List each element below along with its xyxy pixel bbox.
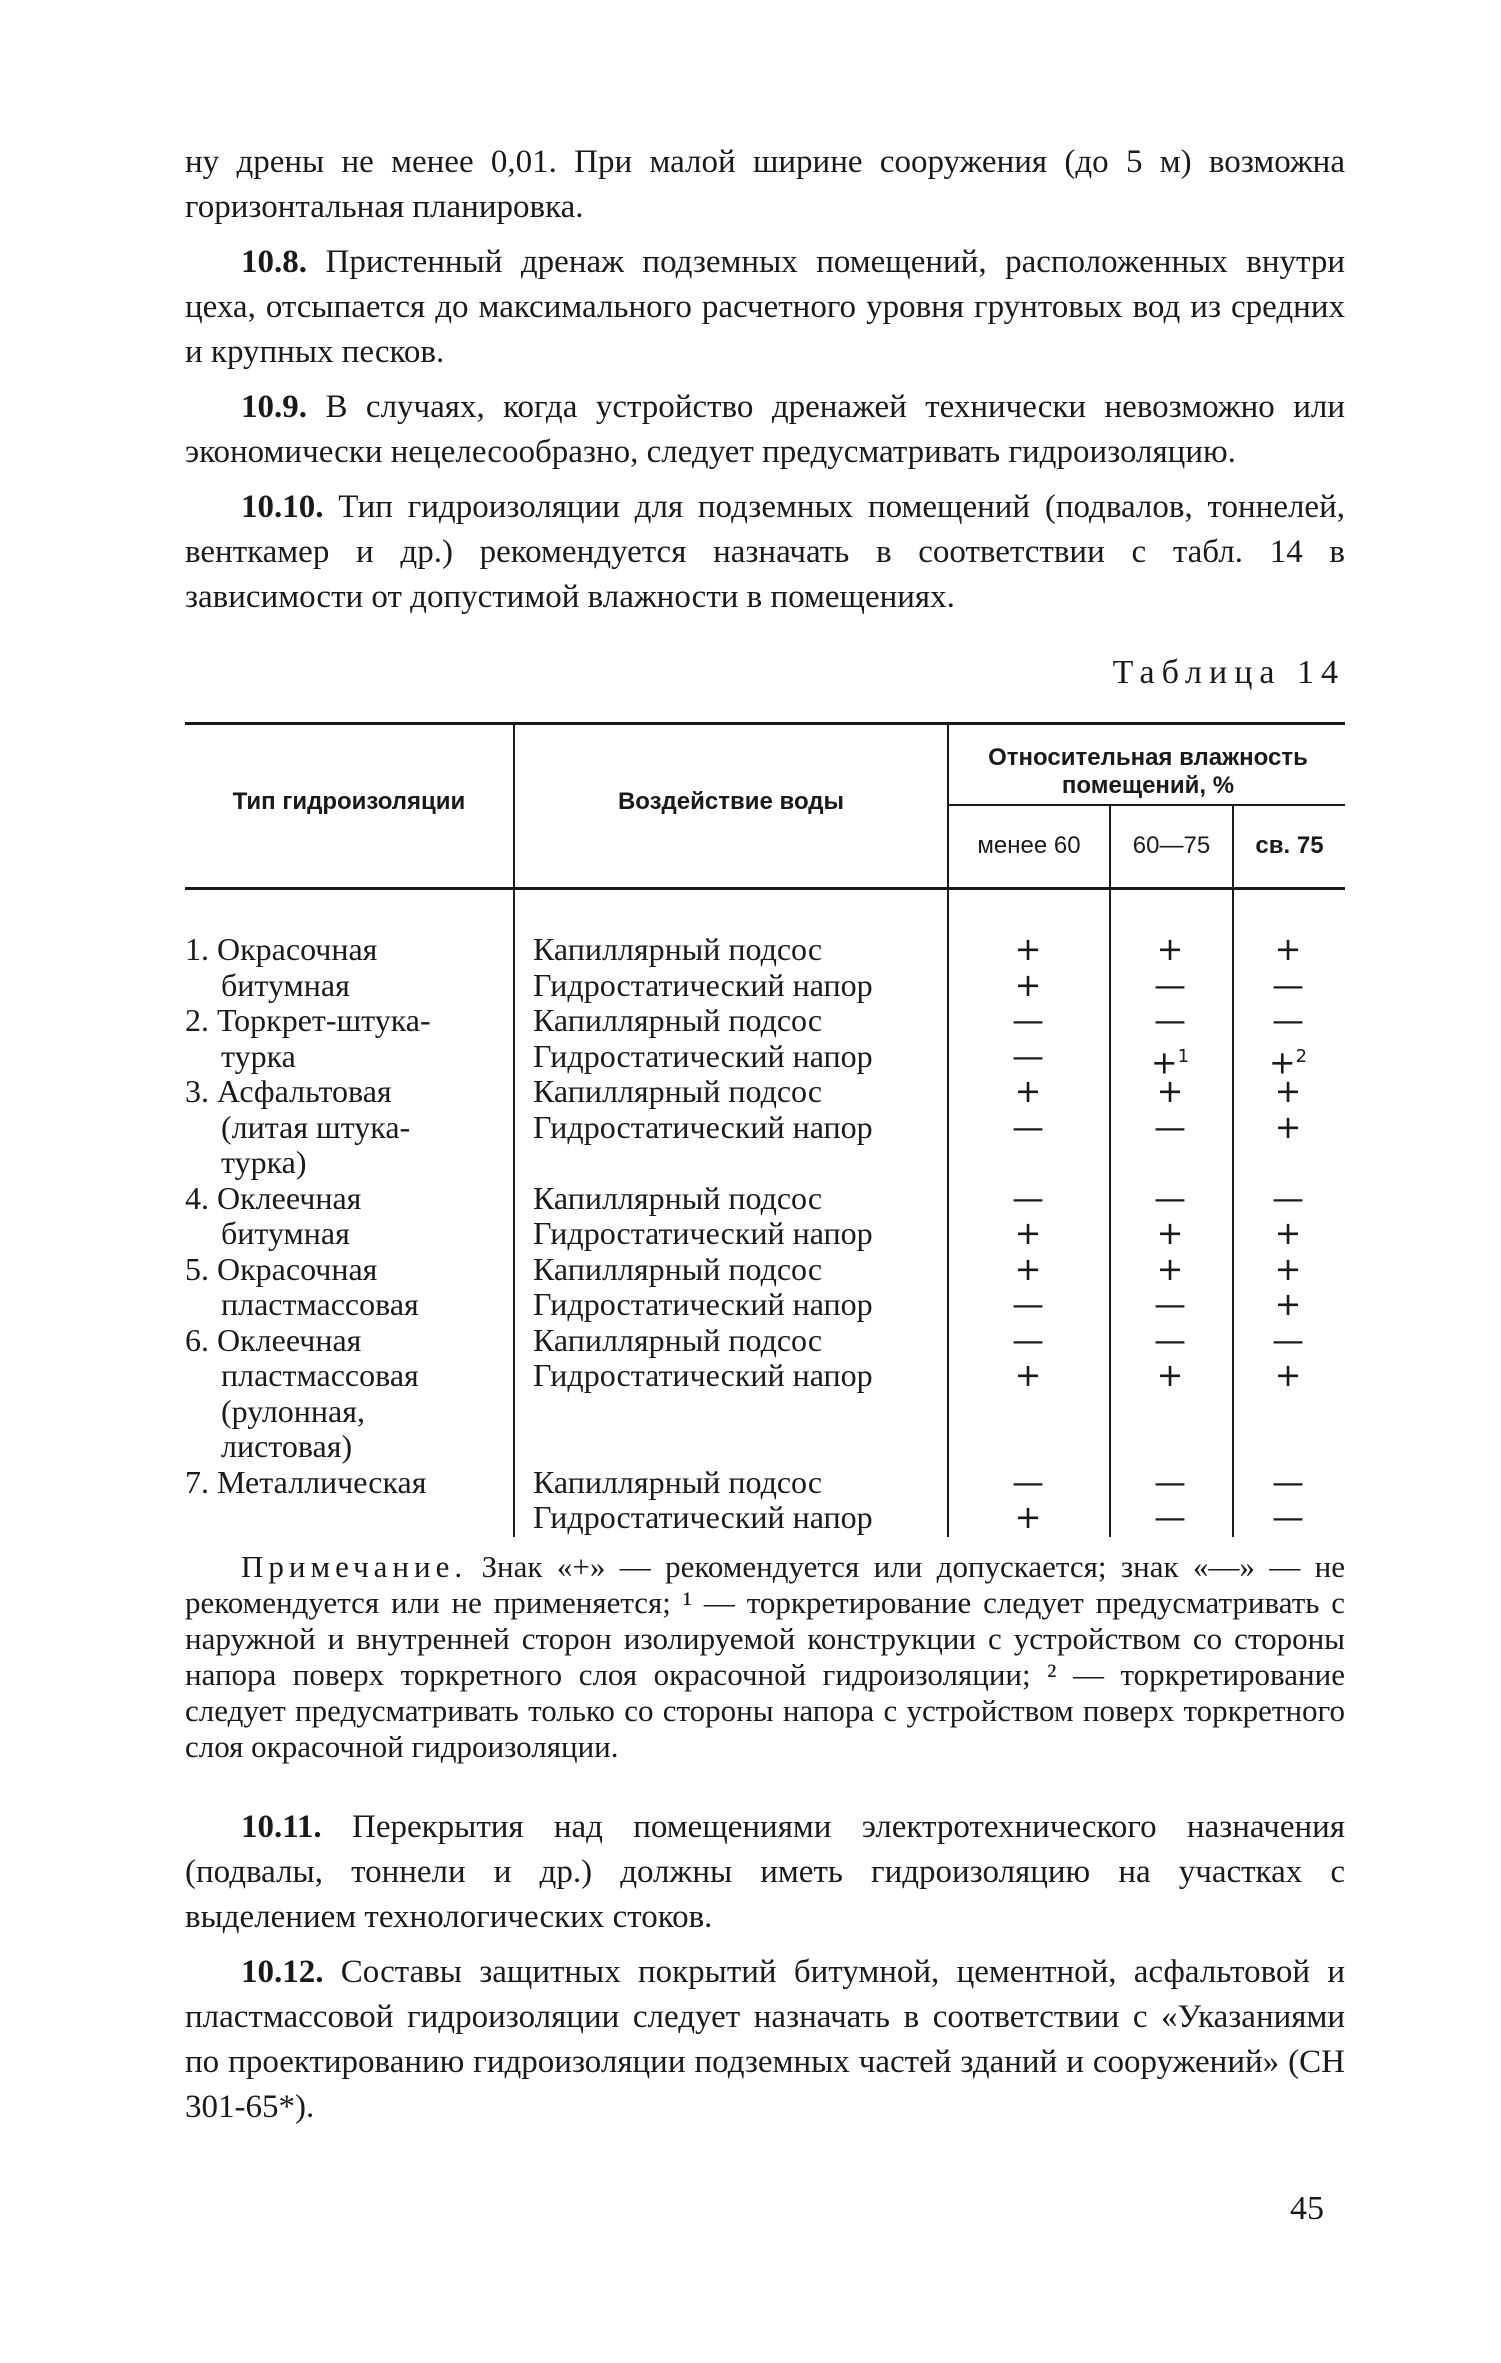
table-mark-symbol: — xyxy=(1154,1107,1186,1146)
type-line: 6. Оклеечная xyxy=(185,1321,362,1358)
header-type: Тип гидроизоляции xyxy=(232,788,466,815)
water-effect-line xyxy=(533,1394,953,1430)
water-effect-line: Капиллярный подсос xyxy=(533,1179,823,1216)
page-content xyxy=(185,140,1345,2140)
table-mark-symbol: — xyxy=(1272,1498,1304,1536)
table-mark xyxy=(1140,1216,1200,1252)
water-effect-line: Капиллярный подсос xyxy=(533,931,823,967)
table-mark-symbol: + xyxy=(1274,1107,1302,1146)
table-mark xyxy=(998,1074,1058,1110)
type-line: 3. Асфальтовая xyxy=(185,1073,392,1109)
water-effect-line: Гидростатический напор xyxy=(533,1108,873,1145)
table-mark-symbol: — xyxy=(1154,1320,1186,1359)
table-mark xyxy=(1140,1178,1200,1217)
type-line: турка) xyxy=(221,1144,307,1180)
note-text: Знак «+» — рекомендуется или допускается; знак «—» — не рекомендуется или не применяется; ¹ — торкретирование следует предусматривать с наружной и внутренней сторон изолируемой конструкции с устройством со стороны напора поверх торкретного слоя окрасочной гидроизоляции; ² — торкретирование следует предусматривать только со стороны напора с устройством поверх торкретного слоя окрасочной гидроизоляции. xyxy=(185,1549,1346,1764)
table-mark xyxy=(1140,1074,1200,1110)
table-mark xyxy=(1258,965,1318,1004)
clause-number: 10.10. xyxy=(241,489,324,525)
water-effect-line: Гидростатический напор xyxy=(533,1499,873,1535)
column-divider xyxy=(1109,806,1111,1537)
water-effect-line: Гидростатический напор xyxy=(533,1286,873,1322)
table-mark xyxy=(1258,1249,1318,1288)
table-mark xyxy=(998,1249,1058,1288)
table-mark xyxy=(1258,1358,1318,1394)
type-column xyxy=(185,932,485,1542)
table-mark-symbol: + xyxy=(1014,1214,1042,1252)
paragraph-10-9: 10.9. В случаях, когда устройство дренажей технически невозможно или экономически нецелесообразно, следует предусматривать гидроизоляцию. xyxy=(185,389,1346,470)
column-divider xyxy=(513,722,515,1537)
table-mark-symbol: + xyxy=(1014,1498,1042,1536)
table-mark-symbol: + xyxy=(1274,1072,1302,1110)
table-mark xyxy=(1258,1074,1318,1110)
note-label: Примечание. xyxy=(241,1549,468,1584)
table-mark-symbol: — xyxy=(1012,1036,1044,1075)
table-mark xyxy=(998,1287,1058,1323)
table-mark xyxy=(1258,932,1318,968)
type-line: пластмассовая xyxy=(221,1286,419,1322)
table-mark xyxy=(998,1036,1058,1075)
table-mark xyxy=(998,1107,1058,1146)
table-mark-symbol: + xyxy=(1274,1285,1302,1323)
table-mark-symbol: + xyxy=(1274,1249,1302,1288)
table-mark-symbol: + xyxy=(1156,1356,1184,1394)
clause-number: 10.11. xyxy=(241,1809,322,1845)
table-mark xyxy=(998,1462,1058,1501)
paragraph-continuation: ну дрены не менее 0,01. При малой ширине сооружения (до 5 м) возможна горизонтальная планировка. xyxy=(185,144,1345,225)
water-column xyxy=(533,932,953,1536)
paragraph-10-12: 10.12. Составы защитных покрытий битумной, цементной, асфальтовой и пластмассовой гидроизоляции следует назначать в соответствии с «Указаниями по проектированию гидроизоляции подземных частей зданий и сооружений» (СН 301-65*). xyxy=(185,1954,1346,2125)
table-mark-symbol: + xyxy=(1274,930,1302,968)
table-mark xyxy=(1140,1249,1200,1288)
table-note xyxy=(185,1549,1345,1765)
table-mark xyxy=(998,1003,1058,1039)
table-mark xyxy=(1140,932,1200,968)
table-mark xyxy=(998,965,1058,1004)
table-mark xyxy=(1140,1107,1200,1146)
table-mark-symbol: — xyxy=(1154,1498,1186,1536)
table-mark xyxy=(1258,1216,1318,1252)
table-mark-symbol: — xyxy=(1012,1107,1044,1146)
type-line: 1. Окрасочная xyxy=(185,931,378,967)
water-effect-line: Гидростатический напор xyxy=(533,1215,873,1251)
table-mark-symbol: + xyxy=(1014,930,1042,968)
clause-number: 10.8. xyxy=(241,244,307,280)
table-mark xyxy=(1140,1320,1200,1359)
table-mark xyxy=(998,1500,1058,1536)
water-effect-line: Капиллярный подсос xyxy=(533,1073,823,1109)
table-mark-symbol: — xyxy=(1012,1285,1044,1323)
table-mark-symbol: + xyxy=(1156,930,1184,968)
type-line: 7. Металлическая xyxy=(185,1463,427,1500)
table-mark-symbol: + xyxy=(1014,1356,1042,1394)
table-mark xyxy=(1258,1003,1318,1039)
type-line: пластмассовая xyxy=(221,1357,419,1393)
table-mark-symbol: + xyxy=(1268,1043,1296,1082)
table-mark xyxy=(1258,1107,1318,1146)
table-mark xyxy=(1140,1287,1200,1323)
type-line: битумная xyxy=(221,966,350,1003)
type-line: 4. Оклеечная xyxy=(185,1179,362,1216)
table-mark-symbol: — xyxy=(1154,1001,1186,1039)
header-sub-60-75: 60—75 xyxy=(1132,832,1211,859)
table-mark-symbol: — xyxy=(1272,1178,1304,1217)
table-mark-symbol: — xyxy=(1154,1285,1186,1323)
table-mark xyxy=(1258,1462,1318,1501)
table-mark-symbol: — xyxy=(1272,1462,1304,1501)
table-mark-symbol: — xyxy=(1012,1320,1044,1359)
table-mark xyxy=(998,932,1058,968)
table-mark-symbol: + xyxy=(1274,1356,1302,1394)
table-mark xyxy=(998,1320,1058,1359)
table-mark-symbol: + xyxy=(1014,965,1042,1004)
page-number: 45 xyxy=(1290,2190,1324,2227)
table-mark-symbol: — xyxy=(1154,1178,1186,1217)
clause-number: 10.9. xyxy=(241,389,307,425)
table-mark xyxy=(1140,1500,1200,1536)
water-effect-line xyxy=(533,1145,953,1181)
table-mark-symbol: — xyxy=(1272,1320,1304,1359)
table-top-rule xyxy=(185,722,1345,725)
water-effect-line: Гидростатический напор xyxy=(533,966,873,1003)
header-sub-less-60: менее 60 xyxy=(977,832,1081,859)
table-mark xyxy=(998,1178,1058,1217)
type-line: листовая) xyxy=(221,1428,353,1464)
table-mark xyxy=(1258,1320,1318,1359)
header-humidity: Относительная влажность помещений, % xyxy=(988,744,1308,799)
header-sub-over-75: св. 75 xyxy=(1255,832,1324,859)
water-effect-line: Капиллярный подсос xyxy=(533,1002,823,1038)
type-line: (литая штука- xyxy=(221,1108,411,1145)
table-mark-symbol: + xyxy=(1156,1072,1184,1110)
table-mark xyxy=(998,1358,1058,1394)
water-effect-line xyxy=(533,1429,953,1465)
table-mark xyxy=(1258,1287,1318,1323)
water-effect-line: Капиллярный подсос xyxy=(533,1250,823,1287)
type-line: 5. Окрасочная xyxy=(185,1250,378,1287)
paragraph-10-10: 10.10. Тип гидроизоляции для подземных помещений (подвалов, тоннелей, венткамер и др.) рекомендуется назначать в соответствии с табл. 14 в зависимости от допустимой влажности в помещениях. xyxy=(185,489,1345,615)
table-mark-symbol: — xyxy=(1012,1462,1044,1501)
table-mark xyxy=(1140,1003,1200,1039)
footnote-marker: 1 xyxy=(1177,1045,1190,1067)
table-mark-symbol: — xyxy=(1272,1001,1304,1039)
table-mark-symbol: + xyxy=(1014,1072,1042,1110)
type-line: битумная xyxy=(221,1215,350,1251)
subheader-rule xyxy=(947,804,1345,806)
paragraph-10-11: 10.11. Перекрытия над помещениями электротехнического назначения (подвалы, тоннели и др.) должны иметь гидроизоляцию на участках с выделением технологических стоков. xyxy=(185,1809,1345,1935)
table-mark-symbol: — xyxy=(1154,1462,1186,1501)
waterproofing-table xyxy=(185,722,1345,1537)
table-mark xyxy=(998,1216,1058,1252)
type-line: 2. Торкрет-штука- xyxy=(185,1002,431,1038)
water-effect-line: Гидростатический напор xyxy=(533,1037,873,1074)
footnote-marker: 2 xyxy=(1295,1045,1308,1067)
table-caption: Таблица 14 xyxy=(1112,654,1345,691)
table-mark xyxy=(1140,1358,1200,1394)
table-mark-symbol: + xyxy=(1014,1249,1042,1288)
paragraph-10-8: 10.8. Пристенный дренаж подземных помещений, расположенных внутри цеха, отсыпается до максимального расчетного уровня грунтовых вод из средних и крупных песков. xyxy=(185,244,1346,370)
table-mark-symbol: + xyxy=(1156,1214,1184,1252)
table-mark xyxy=(1258,1500,1318,1536)
table-mark-symbol: + xyxy=(1150,1043,1178,1082)
table-mark-symbol: — xyxy=(1012,1178,1044,1217)
table-mark-symbol: — xyxy=(1272,965,1304,1004)
column-divider xyxy=(1232,806,1234,1537)
clause-number: 10.12. xyxy=(241,1954,324,1990)
table-mark xyxy=(1140,1462,1200,1501)
table-mark xyxy=(1140,965,1200,1004)
water-effect-line: Капиллярный подсос xyxy=(533,1321,823,1358)
table-mark-symbol: — xyxy=(1154,965,1186,1004)
type-line: турка xyxy=(221,1037,296,1074)
table-mark-symbol: — xyxy=(1012,1001,1044,1039)
table-mark-symbol: + xyxy=(1274,1214,1302,1252)
table-header-rule xyxy=(185,887,1345,890)
water-effect-line: Гидростатический напор xyxy=(533,1357,873,1393)
table-mark-symbol: + xyxy=(1156,1249,1184,1288)
type-line: (рулонная, xyxy=(221,1392,365,1429)
table-mark xyxy=(1258,1178,1318,1217)
header-water: Воздействие воды xyxy=(617,788,845,815)
water-effect-line: Капиллярный подсос xyxy=(533,1463,823,1500)
